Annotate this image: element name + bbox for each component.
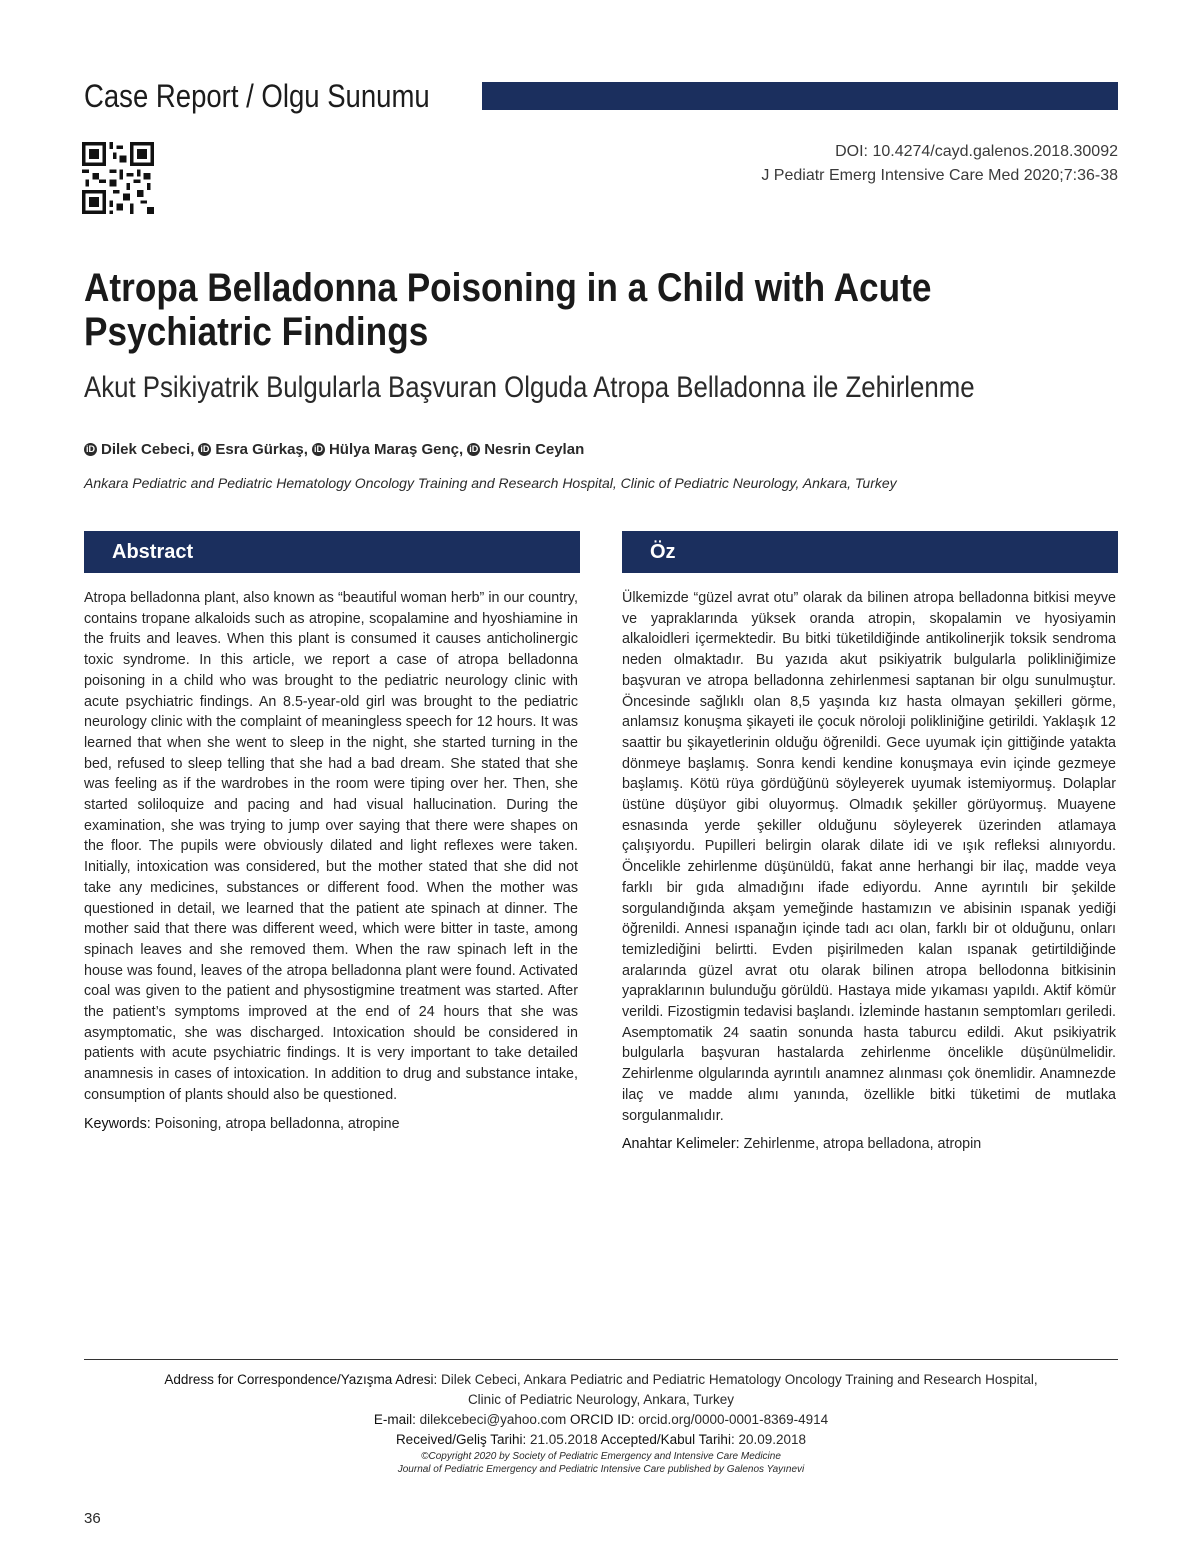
author-name: Dilek Cebeci, — [101, 441, 195, 458]
received-label: Received/Geliş Tarihi: — [395, 1432, 527, 1447]
oz-body: Ülkemizde “güzel avrat otu” olarak da bilinen atropa belladonna bitkisi meyve ve yapraklarında yüksek oranda atropin, skopalamin ve hyosiyamin alkaloidleri içermektedir. Bu bitki tüketildiğinde antikolinerjik toksik sendroma neden olmaktadır. Bu yazıda akut psikiyatrik bulgularla polikliniğimize başvuran ve atropa belladonna zehirlenmesi saptanan bir olgu sunulmuştur. Öncesinde sağlıklı olan 8,5 yaşında kız hasta olmayan şekilleri görme, anlamsız konuşma şikayeti ile çocuk nöroloji polikliniğine getirildi. Yaklaşık 12 saattir bu şikayetlerinin olduğu öğrenildi. Gece uyumak için gittiğinde yatakta dönmeye başlamış. Sonra kendi kendine konuşmaya evin içinde gezmeye başlamış. Kötü rüya gördüğünü söyleyerek uyumak istemiyormuş. Dolaplar üstüne düşüyor gibi oluyormuş. Olmadık şekiller görüyormuş. Muayene esnasında yerde şekiller olduğunu söyleyerek üzerinden atlamaya çalışıyordu. Pupilleri belirgin olarak dilate idi ve ışık refleksi alınıyordu. Öncelikle zehirlenme düşünüldü, fakat anne herhangi bir ilaç, madde veya farklı bir gıda almadığını ifade ediyordu. Anne ayrıntılı bir şekilde sorgulandığında akşam yemeğinde hastamızın ve abisinin ıspanak yediği öğrenildi. Annesi ıspanağın içinde tadı acı olan, farklı bir ot olduğunu, onları temizlediğini belirtti. Evden pişirilmeden kalan ıspanak getirtildiğinde aralarında güzel avrat otu olarak bilinen atropa bellodonna bitkisinin yapraklarının bulunduğu görüldü. Hastaya mide yıkaması yapıldı. Aktif kömür verildi. Fizostigmin tedavisi başlandı. İzleminde hastanın semptomları geriledi. Asemptomatik 24 saatin sonunda hasta taburcu edildi. Akut psikiyatrik bulgularla başvuran hastalarda zehirlenme öncelikle düşünülmelidir. Zehirlenme olgularında ayrıntılı anamnez alınması çok önemlidir. Anamnezde ilaç ve madde alımı yanında, özellikle bitki tüketimi de mutlaka sorgulanmalıdır. — [622, 590, 1116, 1124]
footer-divider — [84, 1359, 1118, 1360]
header-bar — [482, 82, 1118, 110]
citation-text: J Pediatr Emerg Intensive Care Med 2020;7:36-38 — [761, 167, 1118, 184]
oz-heading: Öz — [622, 531, 1118, 573]
doi-block — [761, 140, 1118, 188]
address-label: Address for Correspondence/Yazışma Adresi: — [164, 1372, 438, 1387]
orcid-label: ORCID ID: — [569, 1412, 635, 1427]
orcid-icon: iD — [313, 444, 323, 454]
address-line1: Dilek Cebeci, Ankara Pediatric and Pediatric Hematology Oncology Training and Research Hospital, — [441, 1372, 1038, 1387]
received-date: 21.05.2018 — [530, 1432, 598, 1447]
copyright-line1: ©Copyright 2020 by Society of Pediatric Emergency and Intensive Care Medicine — [421, 1451, 781, 1462]
abstract-body: Atropa belladonna plant, also known as “beautiful woman herb” in our country, contains tropane alkaloids such as atropine, scopalamine and hyoshiamine in the fruits and leaves. When this plant is consumed it causes anticholinergic toxic syndrome. In this article, we report a case of atropa belladonna poisoning in a child who was brought to the pediatric neurology clinic with acute psychiatric findings. An 8.5-year-old girl was brought to the pediatric neurology clinic with the complaint of meaningless speech for 12 hours. It was learned that when she went to sleep in the night, she started turning in the bed, refused to sleep telling that she had a bad dream. She stated that she was feeling as if the wardrobes in the room were tiping over her. Then, she started soliloquize and pacing and had visual hallucination. During the examination, she was trying to jump over saying that there were shapes on the floor. The pupils were obviously dilated and light reflexes were taken. Initially, intoxication was considered, but the mother stated that she did not take any medicines, substances or different food. When the mother was questioned in detail, we learned that the patient ate spinach at dinner. The mother said that there was different weed, which were bitter in taste, among spinach leaves and she removed them. When the raw spinach left in the house was found, leaves of the atropa belladonna plant were found. Activated coal was given to the patient and physostigmine treatment was started. After the patient’s symptoms improved at the end of 24 hours that she was asymptomatic, she was discharged. Intoxication should be considered in patients with acute psychiatric findings. It is very important to take detailed anamnesis in cases of intoxication. In addition to drug and substance intake, consumption of plants should also be questioned. — [84, 590, 578, 1103]
keywords — [84, 1114, 578, 1135]
address-line2: Clinic of Pediatric Neurology, Ankara, Turkey — [467, 1392, 735, 1407]
oz-keywords — [622, 1134, 1116, 1155]
accepted-date: 20.09.2018 — [738, 1432, 807, 1447]
keywords-label: Keywords: — [84, 1115, 151, 1132]
oz-column — [622, 588, 1116, 1155]
author-list — [84, 441, 588, 458]
abstract-column — [84, 588, 578, 1134]
author-name: Esra Gürkaş, — [215, 441, 308, 458]
orcid-link[interactable]: orcid.org/0000-0001-8369-4914 — [638, 1412, 829, 1427]
orcid-icon: iD — [86, 444, 95, 454]
copyright-line2: Journal of Pediatric Emergency and Pediatric Intensive Care published by Galenos Yayınevi — [397, 1464, 805, 1475]
email-label: E-mail: — [373, 1412, 416, 1427]
affiliation: Ankara Pediatric and Pediatric Hematology Oncology Training and Research Hospital, Clinic of Pediatric Neurology, Ankara, Turkey — [84, 475, 897, 491]
doi-text: DOI: 10.4274/cayd.galenos.2018.30092 — [835, 143, 1118, 160]
email-link[interactable]: dilekcebeci@yahoo.com — [419, 1412, 567, 1427]
orcid-icon: iD — [469, 444, 479, 454]
article-title: Atropa Belladonna Poisoning in a Child with Acute Psychiatric Findings — [84, 266, 932, 354]
keywords-value: Poisoning, atropa belladonna, atropine — [154, 1115, 400, 1132]
abstract-heading: Abstract — [84, 531, 580, 573]
correspondence-footer — [84, 1370, 1118, 1476]
author-name: Hülya Maraş Genç, — [328, 441, 464, 458]
orcid-icon: iD — [200, 444, 210, 454]
oz-keywords-value: Zehirlenme, atropa belladona, atropin — [743, 1136, 982, 1153]
author-name: Nesrin Ceylan — [484, 441, 585, 458]
accepted-label: Accepted/Kabul Tarihi: — [600, 1432, 735, 1447]
page-number: 36 — [84, 1510, 101, 1527]
article-subtitle: Akut Psikiyatrik Bulgularla Başvuran Olguda Atropa Belladonna ile Zehirlenme — [84, 371, 975, 404]
article-type-label: Case Report / Olgu Sunumu — [84, 78, 430, 114]
oz-keywords-label: Anahtar Kelimeler: — [622, 1136, 740, 1153]
qr-code-icon — [82, 142, 154, 214]
